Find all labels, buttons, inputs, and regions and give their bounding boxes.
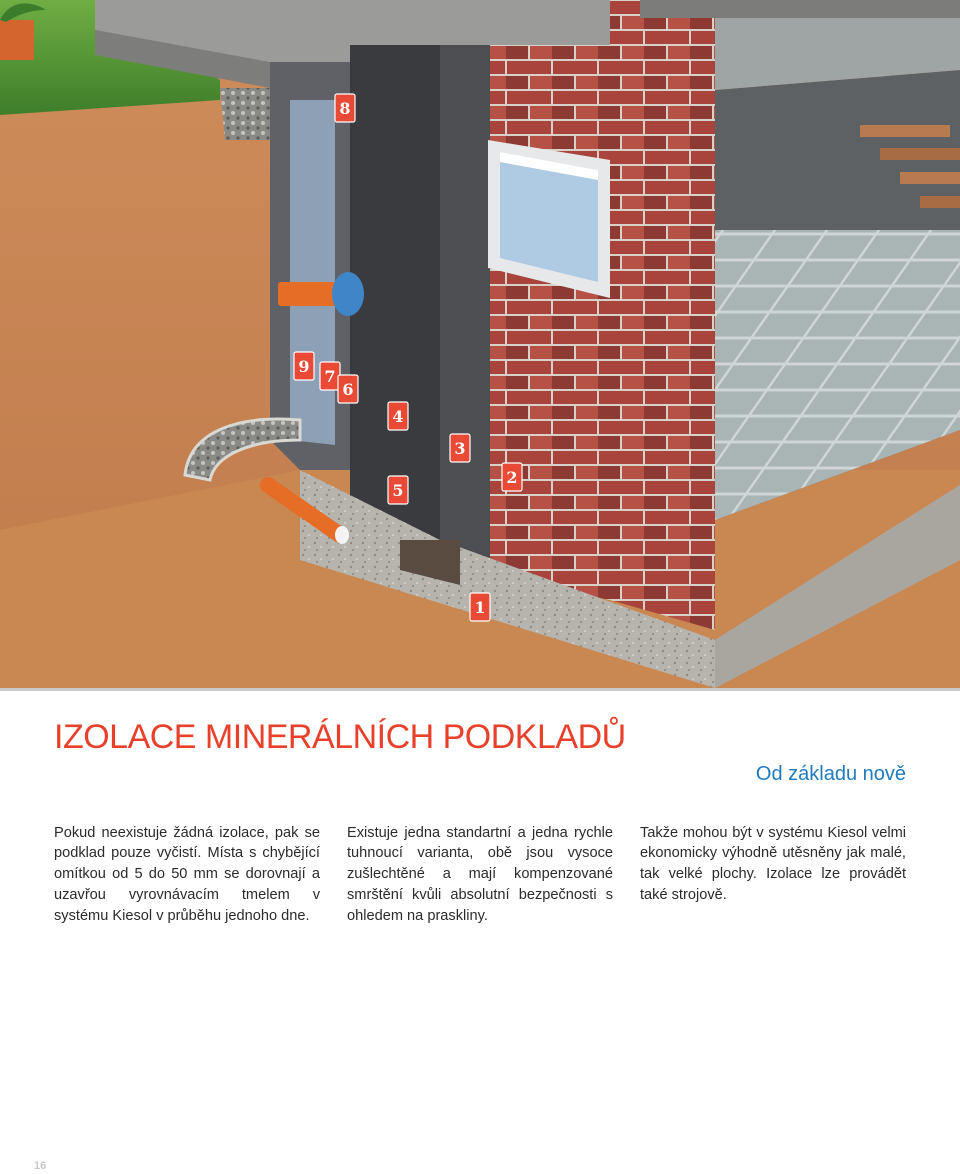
callout-8 [335, 94, 355, 122]
callout-1 [470, 593, 490, 621]
page-number: 16 [34, 1160, 47, 1172]
callout-6 [338, 375, 358, 403]
callout-4 [388, 402, 408, 430]
svg-text:3: 3 [454, 439, 466, 458]
text-column-3: Takže mohou být v systému Kiesol velmi ekonomicky výhodně utěsněny jak malé, tak velké plochy. Izolace lze provádět také strojově. [640, 824, 906, 903]
callout-2 [502, 463, 522, 491]
svg-text:2: 2 [506, 468, 518, 487]
svg-text:5: 5 [392, 481, 404, 500]
svg-text:1: 1 [474, 598, 486, 617]
svg-text:7: 7 [324, 367, 336, 386]
callout-5 [388, 476, 408, 504]
divider [0, 688, 960, 691]
svg-text:4: 4 [392, 407, 404, 426]
text-column-1: Pokud neexistuje žádná izolace, pak se podklad pouze vyčistí. Místa s chybějící omítkou od 5 do 50 mm se dorovnají a uzavřou vyrovnávacím tmelem v systému Kiesol v průběhu jednoho dne. [54, 824, 320, 924]
page-title: IZOLACE MINERÁLNÍCH PODKLADŮ [54, 718, 626, 756]
callout-3 [450, 434, 470, 462]
svg-text:8: 8 [339, 99, 351, 118]
text-column-2: Existuje jedna standartní a jedna rychle tuhnoucí varianta, obě jsou vysoce zušlechtěné a mají kompenzované smrštění kvůli absolutní bezpečnosti s ohledem na praskliny. [347, 824, 613, 924]
svg-text:9: 9 [298, 357, 310, 376]
callout-7 [320, 362, 340, 390]
svg-text:6: 6 [342, 380, 354, 399]
page-subtitle: Od základu nově [755, 763, 906, 785]
callout-9 [294, 352, 314, 380]
